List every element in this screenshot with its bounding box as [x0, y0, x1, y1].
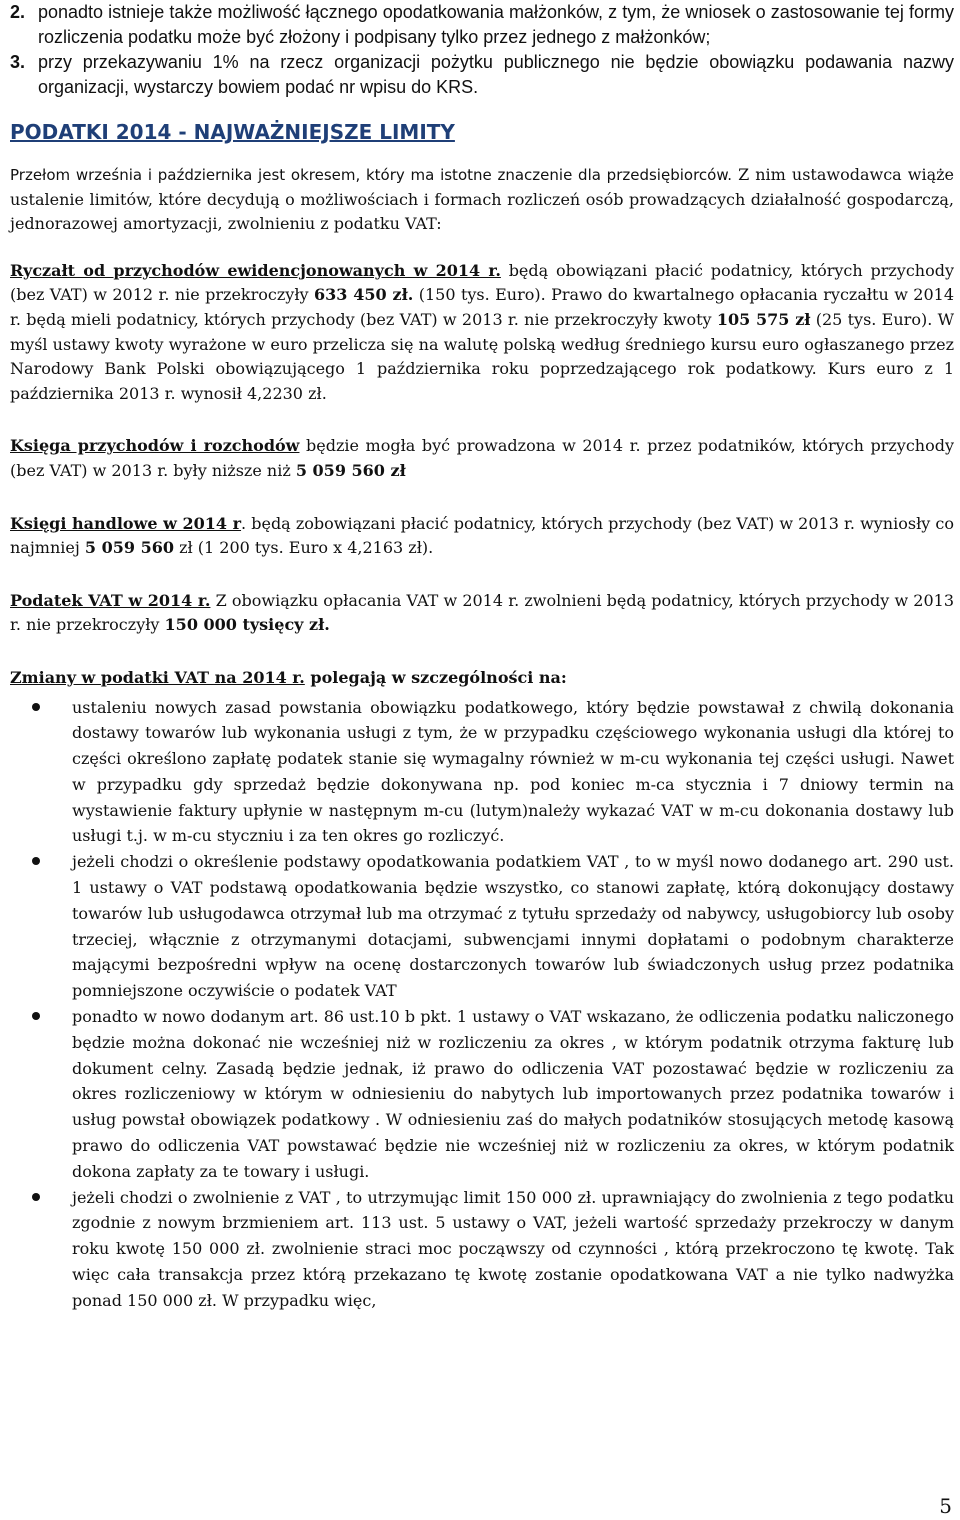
zmiany-tail: polegają w szczególności na:: [304, 667, 567, 687]
handlowe-text-2: zł (1 200 tys. Euro x 4,2163 zł).: [174, 538, 434, 558]
bullet-text: ponadto w nowo dodanym art. 86 ust.10 b pkt. 1 ustawy o VAT wskazano, że odliczenia podatku naliczonego będzie można dokonać nie wcześniej niż w rozliczeniu za okres , w którym podatnik otrzyma fakturę lub dokument celny. Zasadą będzie jednak, iż prawo do odliczenia VAT pozostawać będzie w rozliczeniu za okres rozliczeniowy w którym w odniesieniu do nabytych lub importowanych przez podatnika towarów i usług powstał obowiązek podatkowy . W odniesieniu zaś do małych podatników stosujących metodę kasową prawo do odliczenia VAT powstawać będzie nie wcześniej niż w rozliczeniu za okres, w którym podatnik dokona zapłaty za te towary i usługi.: [72, 1007, 954, 1181]
ksiega-value-1: 5 059 560 zł: [295, 460, 406, 480]
list-item: [10, 849, 954, 1004]
zmiany-paragraph: [10, 666, 954, 691]
bullet-text: jeżeli chodzi o określenie podstawy opodatkowania podatkiem VAT , to w myśl nowo dodanego art. 290 ust. 1 ustawy o VAT podstawą opodatkowania będzie wszystko, co stanowi zapłatę, którą dokonujący dostawy towarów lub usługodawca otrzymał lub ma otrzymać z tytułu sprzedaży od nabywcy, usługobiorcy lub osoby trzeciej, włącznie z otrzymanymi dotacjami, subwencjami innymi dopłatami o podobnym charakterze mającymi bezpośredni wpływ na ocenę dostarczonych towarów lub świadczonych usług przez podatnika pomniejszone oczywiście o podatek VAT: [72, 852, 954, 1001]
ksiega-paragraph: [10, 434, 954, 483]
vat-value-1: 150 000 tysięcy zł.: [164, 615, 330, 635]
intro-part2: Z nim ustawodawca wiąże ustalenie limitów, które decydują o możliwościach i formach rozliczeń osób prowadzących działalność gospodarczą, jednorazowej amortyzacji, zwolnieniu z podatku VAT:: [10, 165, 955, 234]
ksiega-text-1: będzie mogła być prowadzona w 2014 r. przez podatników, których przychody (bez VAT) w 2013 r. były niższe niż: [10, 436, 955, 480]
handlowe-paragraph: [10, 512, 954, 561]
zmiany-heading: Zmiany w podatki VAT na 2014 r.: [10, 667, 305, 687]
bullet-text: ustaleniu nowych zasad powstania obowiązku podatkowego, który będzie powstawał z chwilą dokonania dostawy towarów lub wykonania usługi z tym, że w przypadku częściowego wykonania usługi dla której to części określono zapłatę podatek stanie się wymagalny również w m-cu wykonania tej części usługi. Nawet w przypadku gdy sprzedaż będzie dokonywana np. pod koniec m-ca stycznia i 7 dniowy termin na wystawienie faktury upłynie w następnym m-cu (lutym)należy wykazać VAT w m-cu dokonania dostawy lub usługi t.j. w m-cu styczniu i za ten okres go rozliczyć.: [72, 697, 954, 846]
bullet-icon: [10, 1004, 72, 1185]
list-text: ponadto istnieje także możliwość łącznego opodatkowania małżonków, z tym, że wniosek o zastosowanie tej formy rozliczenia podatku może być złożony i podpisany tylko przez jednego z małżonków;: [38, 2, 954, 47]
intro-part1: Przełom września i października jest okresem, który ma istotne znaczenie dla przedsiębiorców.: [10, 166, 732, 184]
bullet-icon: [10, 695, 72, 850]
ryczalt-value-2: 105 575 zł: [716, 309, 811, 329]
vat-heading: Podatek VAT w 2014 r.: [10, 590, 211, 610]
list-text: przy przekazywaniu 1% na rzecz organizacji pożytku publicznego nie będzie obowiązku podawania nazwy organizacji, wystarczy bowiem podać nr wpisu do KRS.: [38, 52, 954, 97]
intro-paragraph: [10, 163, 954, 237]
numbered-list: [10, 0, 954, 100]
ryczalt-heading: Ryczałt od przychodów ewidencjonowanych w 2014 r.: [10, 260, 501, 280]
list-number: 2.: [10, 2, 26, 22]
bullet-icon: [10, 1185, 72, 1314]
vat-text-1: Z obowiązku opłacania VAT w 2014 r. zwolnieni będą podatnicy, których przychody w 2013 r. nie przekroczyły: [10, 590, 955, 635]
handlowe-text-1: . będą zobowiązani płacić podatnicy, których przychody (bez VAT) w 2013 r. wyniosły co najmniej: [10, 513, 954, 558]
ryczalt-value-1: 633 450 zł.: [313, 285, 414, 305]
vat-paragraph: [10, 589, 954, 638]
page-number: 5: [939, 1494, 952, 1518]
list-item: [10, 50, 954, 100]
list-item: [10, 1185, 954, 1314]
section-title: PODATKI 2014 - NAJWAŻNIEJSZE LIMITY: [10, 120, 455, 144]
list-number: 3.: [10, 52, 26, 72]
handlowe-heading: Księgi handlowe w 2014 r: [10, 513, 242, 533]
handlowe-value-1: 5 059 560: [84, 538, 174, 558]
ryczalt-text-2: (150 tys. Euro). Prawo do kwartalnego opłacania ryczałtu w 2014 r. będą mieli podatnicy, których przychody (bez VAT) w 2013 r. nie przekroczyły kwoty: [10, 285, 955, 329]
list-item: [10, 1004, 954, 1185]
bullet-icon: [10, 849, 72, 1004]
ryczalt-paragraph: [10, 259, 954, 407]
list-item: [10, 695, 954, 850]
changes-bullet-list: [10, 695, 954, 1314]
bullet-text: jeżeli chodzi o zwolnienie z VAT , to utrzymując limit 150 000 zł. uprawniający do zwolnienia z tego podatku zgodnie z nowym brzmieniem art. 113 ust. 5 ustawy o VAT, jeżeli wartość sprzedaży przekroczy w danym roku kwotę 150 000 zł. zwolnienie straci moc począwszy od czynności , którą przekroczono tę kwotę. Tak więc cała transakcja przez którą przekazano tę kwotę zostanie opodatkowana VAT a nie tylko nadwyżka ponad 150 000 zł. W przypadku więc,: [72, 1187, 954, 1310]
ryczalt-text-3: (25 tys. Euro). W myśl ustawy kwoty wyrażone w euro przelicza się na walutę polską według średniego kursu euro ogłaszanego przez Narodowy Bank Polski obowiązującego 1 października roku poprzedzającego rok podatkowy. Kurs euro z 1 października 2013 r. wynosił 4,2230 zł.: [10, 309, 955, 403]
ryczalt-text-1: będą obowiązani płacić podatnicy, których przychody (bez VAT) w 2012 r. nie przekroczyły: [10, 260, 954, 305]
list-item: [10, 0, 954, 50]
ksiega-heading: Księga przychodów i rozchodów: [10, 436, 300, 456]
